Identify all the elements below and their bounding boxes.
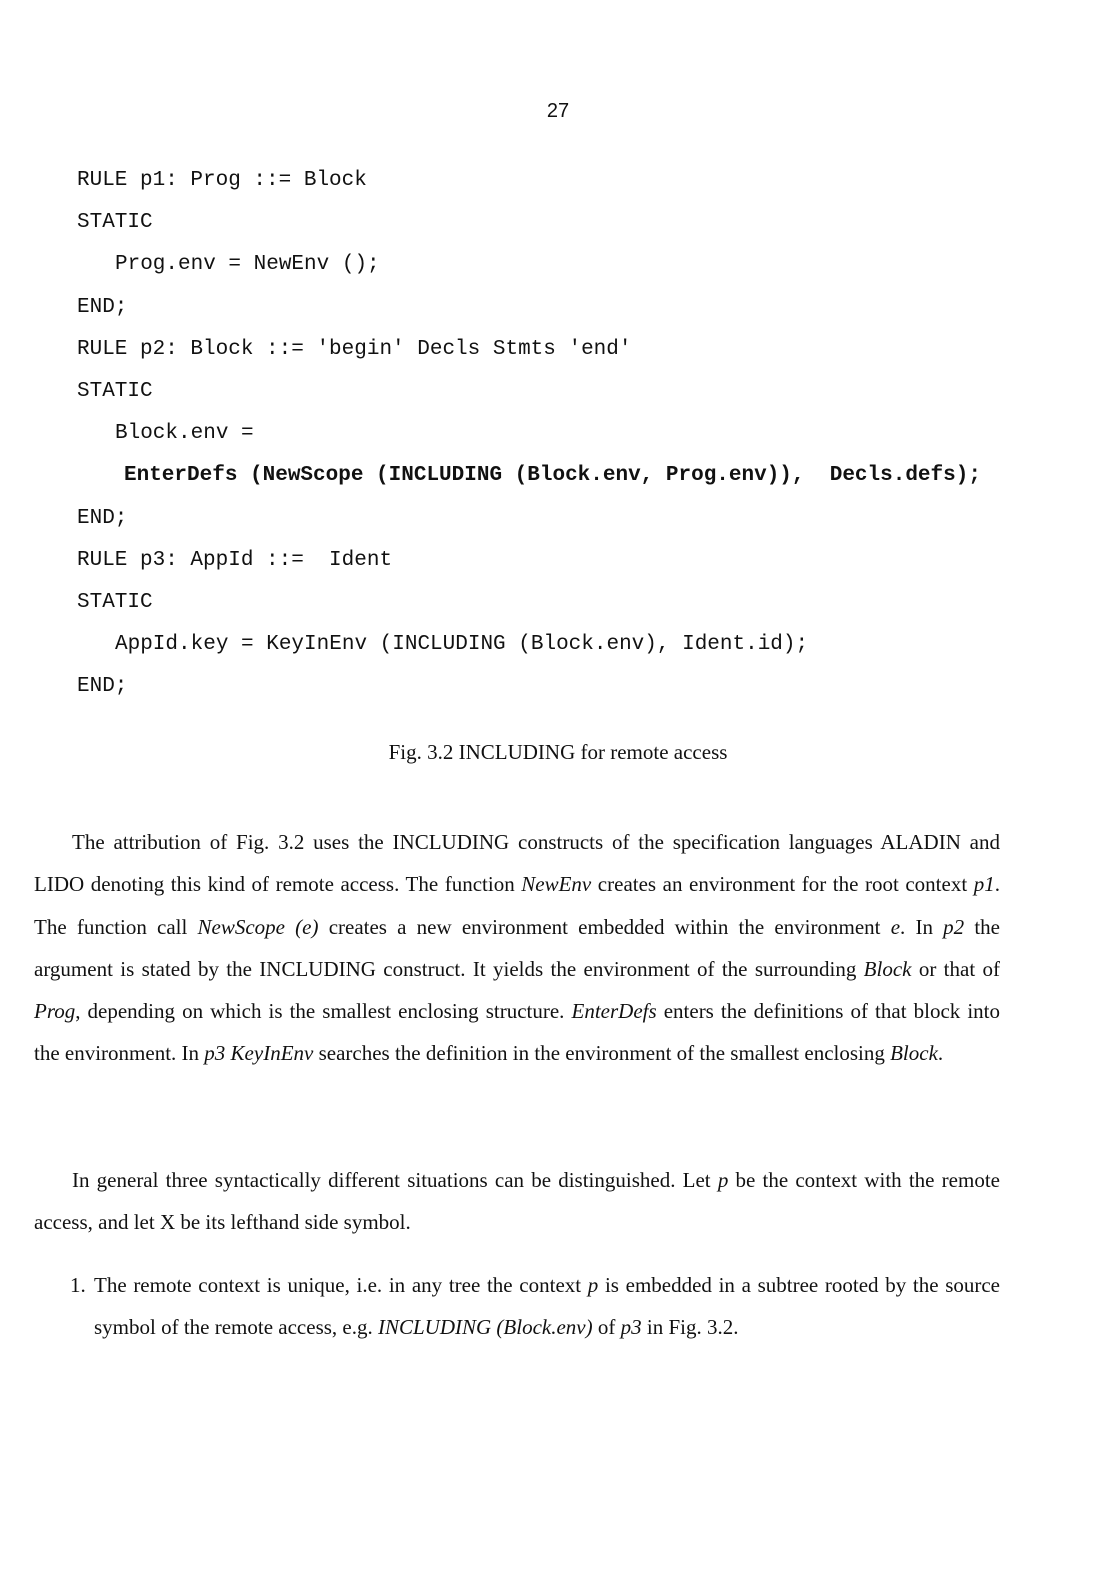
text-run: creates a new environment embedded within the environment bbox=[318, 914, 891, 939]
emphasis: e bbox=[890, 914, 901, 939]
text-run: the argument is stated by the INCLUDING construct. It yields the environment of the surrounding bbox=[34, 914, 1000, 981]
body-paragraph bbox=[34, 1159, 1000, 1244]
code-line: END; bbox=[77, 295, 128, 319]
code-line: STATIC bbox=[77, 590, 153, 614]
page-number: 27 bbox=[546, 100, 570, 122]
text-run: , depending on which is the smallest enclosing structure. bbox=[75, 999, 572, 1024]
code-line: STATIC bbox=[77, 211, 153, 235]
text-run: or that of bbox=[911, 956, 1000, 981]
code-line: RULE p1: Prog ::= Block bbox=[77, 169, 367, 192]
emphasis: KeyInEnv bbox=[230, 1041, 314, 1066]
emphasis: p3 bbox=[204, 1041, 226, 1066]
code-line: RULE p2: Block ::= 'begin' Decls Stmts 'end' bbox=[77, 337, 632, 361]
code-line: Prog.env = NewEnv (); bbox=[115, 253, 380, 277]
text-run: in Fig. 3.2. bbox=[641, 1315, 739, 1340]
text-run: . bbox=[937, 1041, 944, 1066]
emphasis: p bbox=[587, 1273, 599, 1297]
numbered-list bbox=[70, 1264, 1000, 1349]
text-run: enters the definitions of that block into the environment. In bbox=[34, 999, 1000, 1066]
list-number: 1. bbox=[70, 1273, 86, 1297]
code-line: Block.env = bbox=[115, 422, 254, 446]
emphasis: p2 bbox=[943, 914, 965, 939]
emphasis: p1 bbox=[973, 872, 995, 897]
list-item bbox=[70, 1264, 1000, 1349]
emphasis: NewScope (e) bbox=[197, 914, 319, 939]
code-line: STATIC bbox=[77, 379, 153, 403]
text-run: searches the definition in the environment of the smallest enclosing bbox=[313, 1041, 891, 1066]
code-line: AppId.key = KeyInEnv (INCLUDING (Block.env), Ident.id); bbox=[115, 633, 809, 657]
emphasis: EnterDefs bbox=[571, 999, 657, 1024]
code-line: EnterDefs (NewScope (INCLUDING (Block.env, Prog.env)), Decls.defs); bbox=[124, 464, 981, 488]
code-line: END; bbox=[77, 506, 128, 530]
text-run: The remote context is unique, i.e. in any tree the context bbox=[94, 1273, 588, 1297]
text-run: of bbox=[592, 1315, 621, 1340]
text-run: be the context with the remote access, and let X be its lefthand side symbol. bbox=[34, 1168, 1000, 1235]
body-paragraph bbox=[34, 821, 1000, 1075]
emphasis: Prog bbox=[34, 999, 76, 1024]
emphasis: INCLUDING (Block.env) bbox=[378, 1315, 593, 1340]
text-run: is embedded in a subtree rooted by the source symbol of the remote access, e.g. bbox=[94, 1273, 1001, 1340]
emphasis: Block bbox=[890, 1041, 938, 1066]
figure-caption: Fig. 3.2 INCLUDING for remote access bbox=[388, 740, 728, 764]
text-run: In general three syntactically different situations can be distinguished. Let bbox=[72, 1168, 718, 1192]
emphasis: Block bbox=[863, 956, 912, 981]
code-line: END; bbox=[77, 675, 128, 699]
text-run: The attribution of Fig. 3.2 uses the INCLUDING constructs of the specification languages ALADIN and LIDO denoting this kind of remote access. The function bbox=[34, 830, 1000, 897]
text-run: . In bbox=[900, 914, 944, 939]
code-line: RULE p3: AppId ::= Ident bbox=[77, 548, 393, 572]
emphasis: p bbox=[717, 1168, 729, 1192]
emphasis: NewEnv bbox=[521, 872, 592, 897]
text-run: creates an environment for the root context bbox=[591, 872, 974, 897]
emphasis: p3 bbox=[620, 1315, 642, 1340]
text-run: . The function call bbox=[34, 872, 1000, 939]
code-listing bbox=[77, 166, 1077, 714]
